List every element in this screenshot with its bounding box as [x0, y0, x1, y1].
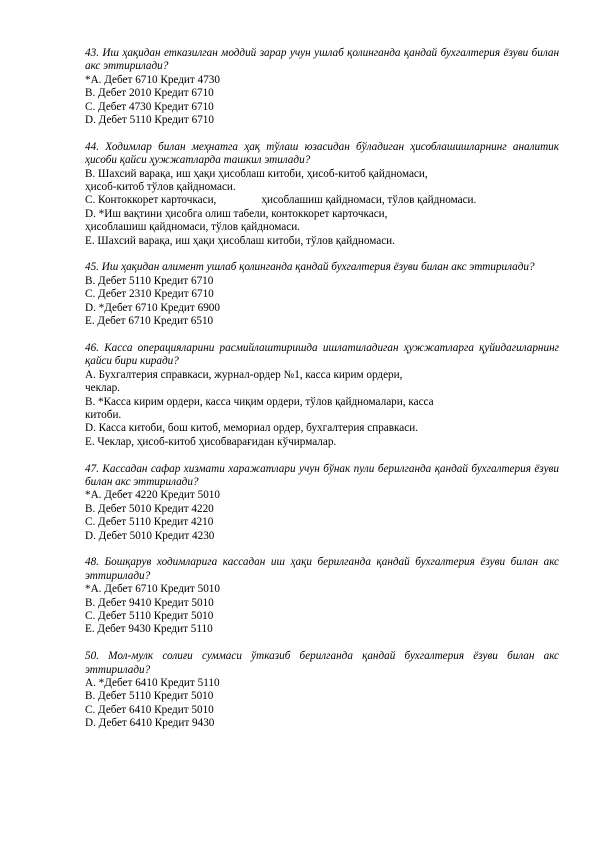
- answer-option: C. Дебет 2310 Кредит 6710: [85, 288, 214, 301]
- answer-option: D. Дебет 5110 Кредит 6710: [85, 114, 214, 127]
- answer-option: ҳисоб-китоб тўлов қайдномаси.: [85, 181, 236, 194]
- answer-option-part: ҳисоблашиш қайдномаси, тўлов қайдномаси.: [261, 194, 477, 207]
- answer-option: C. Дебет 5110 Кредит 5010: [85, 609, 214, 622]
- question-50: [85, 650, 559, 730]
- question-45: [85, 261, 559, 328]
- question-48: [85, 556, 559, 636]
- answer-option: D. Дебет 6410 Кредит 9430: [85, 717, 215, 730]
- question-47: [85, 463, 559, 543]
- question-text: 48. Бошқарув ходимларига кассадан иш ҳақи берилганда қандай бухгалтерия ёзуви билан акс эттирилади?: [85, 556, 559, 582]
- answer-option: C. Дебет 5110 Кредит 4210: [85, 516, 214, 529]
- answer-option: E. Чеклар, ҳисоб-китоб ҳисобварағидан кўчирмалар.: [85, 435, 337, 448]
- question-text: 47. Кассадан сафар хизмати харажатлари учун бўнак пули берилганда қандай бухгалтерия ёзуви билан акс эттирилади?: [85, 462, 559, 488]
- question-46: [85, 342, 559, 449]
- answer-option: D. *Дебет 6710 Кредит 6900: [85, 301, 220, 314]
- question-text: 50. Мол-мулк солиғи суммаси ўтказиб берилганда қандай бухгалтерия ёзуви билан акс эттирилади?: [85, 650, 559, 676]
- answer-option: [85, 194, 559, 207]
- answer-option-part: C. Контоккорет карточкаси,: [85, 194, 217, 207]
- answer-option: *A. Дебет 6710 Кредит 5010: [85, 583, 220, 596]
- answer-option: B. Дебет 5110 Кредит 6710: [85, 274, 214, 287]
- answer-option: B. *Касса кирим ордери, касса чиқим ордери, тўлов қайдномалари, касса: [85, 395, 434, 408]
- answer-option: B. Шахсий варақа, иш ҳақи ҳисоблаш китоби, ҳисоб-китоб қайдномаси,: [85, 167, 428, 180]
- answer-option: чеклар.: [85, 382, 120, 395]
- answer-option: D. Касса китоби, бош китоб, мемориал ордер, бухгалтерия справкаси.: [85, 422, 419, 435]
- answer-option: B. Дебет 5010 Кредит 4220: [85, 502, 214, 515]
- answer-option: B. Дебет 2010 Кредит 6710: [85, 87, 214, 100]
- answer-option: A. *Дебет 6410 Кредит 5110: [85, 677, 220, 689]
- answer-option: D. Дебет 5010 Кредит 4230: [85, 529, 215, 542]
- question-list: [85, 47, 559, 731]
- question-text: 44. Ходимлар билан меҳнатга ҳақ тўлаш юзасидан бўладиган ҳисоблашишларнинг аналитик ҳисоби қайси ҳужжатларда ташкил этилади?: [85, 140, 559, 167]
- answer-option: E. Шахсий варақа, иш ҳақи ҳисоблаш китоби, тўлов қайдномаси.: [85, 234, 395, 247]
- answer-option: D. *Иш вақтини ҳисобга олиш табели, контоккорет карточкаси,: [85, 207, 388, 220]
- question-43: [85, 47, 559, 127]
- question-text: 45. Иш ҳақидан алимент ушлаб қолинганда қандай бухгалтерия ёзуви билан акс эттирилади?: [85, 261, 535, 274]
- answer-option: *A. Дебет 6710 Кредит 4730: [85, 73, 220, 86]
- question-text: 43. Иш ҳақидан етказилган моддий зарар учун ушлаб қолинганда қандай бухгалтерия ёзуви билан акс эттирилади?: [85, 47, 559, 73]
- answer-option: E. Дебет 9430 Кредит 5110: [85, 623, 213, 636]
- answer-option: C. Дебет 4730 Кредит 6710: [85, 100, 214, 113]
- answer-option: C. Дебет 6410 Кредит 5010: [85, 703, 214, 716]
- answer-option: ҳисоблашиш қайдномаси, тўлов қайдномаси.: [85, 221, 300, 234]
- answer-option: B. Дебет 9410 Кредит 5010: [85, 596, 214, 609]
- answer-option: E. Дебет 6710 Кредит 6510: [85, 315, 214, 328]
- question-44: [85, 141, 559, 248]
- answer-option: китоби.: [85, 408, 122, 421]
- question-text: 46. Касса операцияларини расмийлаштиришда ишлатиладиган ҳужжатларга қуйидагиларнинг қайси бири киради?: [85, 341, 559, 368]
- answer-option: *A. Дебет 4220 Кредит 5010: [85, 489, 220, 502]
- answer-option: A. Бухгалтерия справкаси, журнал-ордер №1, касса кирим ордери,: [85, 368, 403, 381]
- answer-option: B. Дебет 5110 Кредит 5010: [85, 690, 214, 703]
